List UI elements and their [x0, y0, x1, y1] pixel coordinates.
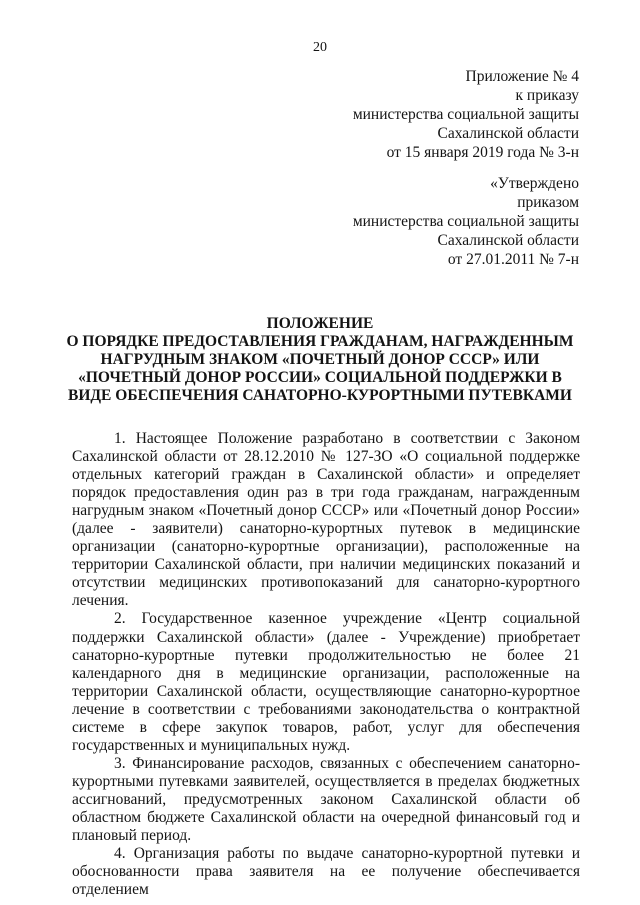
appendix-line: министерства социальной защиты: [352, 106, 579, 123]
approval-block: [353, 174, 579, 269]
approval-line: приказом: [517, 194, 579, 211]
document-title: [60, 315, 580, 405]
page-number: 20: [313, 40, 327, 55]
appendix-block: [353, 67, 579, 162]
title-line: НАГРУДНЫМ ЗНАКОМ «ПОЧЕТНЫЙ ДОНОР СССР» ИЛИ: [100, 351, 540, 368]
approval-line: «Утверждено: [490, 175, 579, 192]
title-line: «ПОЧЕТНЫЙ ДОНОР РОССИИ» СОЦИАЛЬНОЙ ПОДДЕРЖКИ В: [78, 369, 562, 386]
paragraph-3: 3. Финансирование расходов, связанных с обеспечением санаторно-курортными путевками заявителей, осуществляется в пределах бюджетных ассигнований, предусмотренных законом Сахалинской области об областном бюджете Сахалинской области на очередной финансовый год и плановый период.: [72, 754, 580, 845]
approval-line: Сахалинской области: [437, 232, 579, 249]
title-line: О ПОРЯДКЕ ПРЕДОСТАВЛЕНИЯ ГРАЖДАНАМ, НАГРАЖДЕННЫМ: [66, 333, 574, 350]
paragraph-2: 2. Государственное казенное учреждение «Центр социальной поддержки Сахалинской области» (далее - Учреждение) приобретает санаторно-курортные путевки продолжительностью не более 21 календарного дня в медицинские организации, расположенные на территории Сахалинской области, осуществляющие санаторно-курортное лечение в соответствии с требованиями законодательства о контрактной системе в сфере закупок товаров, работ, услуг для обеспечения государственных и муниципальных нужд.: [72, 610, 580, 754]
appendix-line: Сахалинской области: [437, 125, 579, 142]
appendix-line: от 15 января 2019 года № 3-н: [386, 144, 579, 161]
approval-line: от 27.01.2011 № 7-н: [447, 251, 579, 268]
title-line: ПОЛОЖЕНИЕ: [266, 315, 374, 332]
appendix-line: Приложение № 4: [465, 68, 579, 85]
paragraph-1: 1. Настоящее Положение разработано в соответствии с Законом Сахалинской области от 28.12.2010 № 127-ЗО «О социальной поддержке отдельных категорий граждан в Сахалинской области» и определяет порядок предоставления один раз в три года гражданам, награжденным нагрудным знаком «Почетный донор СССР» или «Почетный донор России» (далее - заявители) санаторно-курортных путевок в медицинские организации (санаторно-курортные организации), расположенные на территории Сахалинской области, при наличии медицинских показаний и отсутствии медицинских противопоказаний для санаторно-курортного лечения.: [72, 430, 580, 610]
document-body: [72, 430, 580, 899]
title-line: ВИДЕ ОБЕСПЕЧЕНИЯ САНАТОРНО-КУРОРТНЫМИ ПУТЕВКАМИ: [68, 387, 572, 404]
appendix-line: к приказу: [515, 87, 579, 104]
paragraph-4: 4. Организация работы по выдаче санаторно-курортной путевки и обоснованности права заявителя на ее получение обеспечивается отделением: [72, 845, 580, 899]
approval-line: министерства социальной защиты: [352, 213, 579, 230]
